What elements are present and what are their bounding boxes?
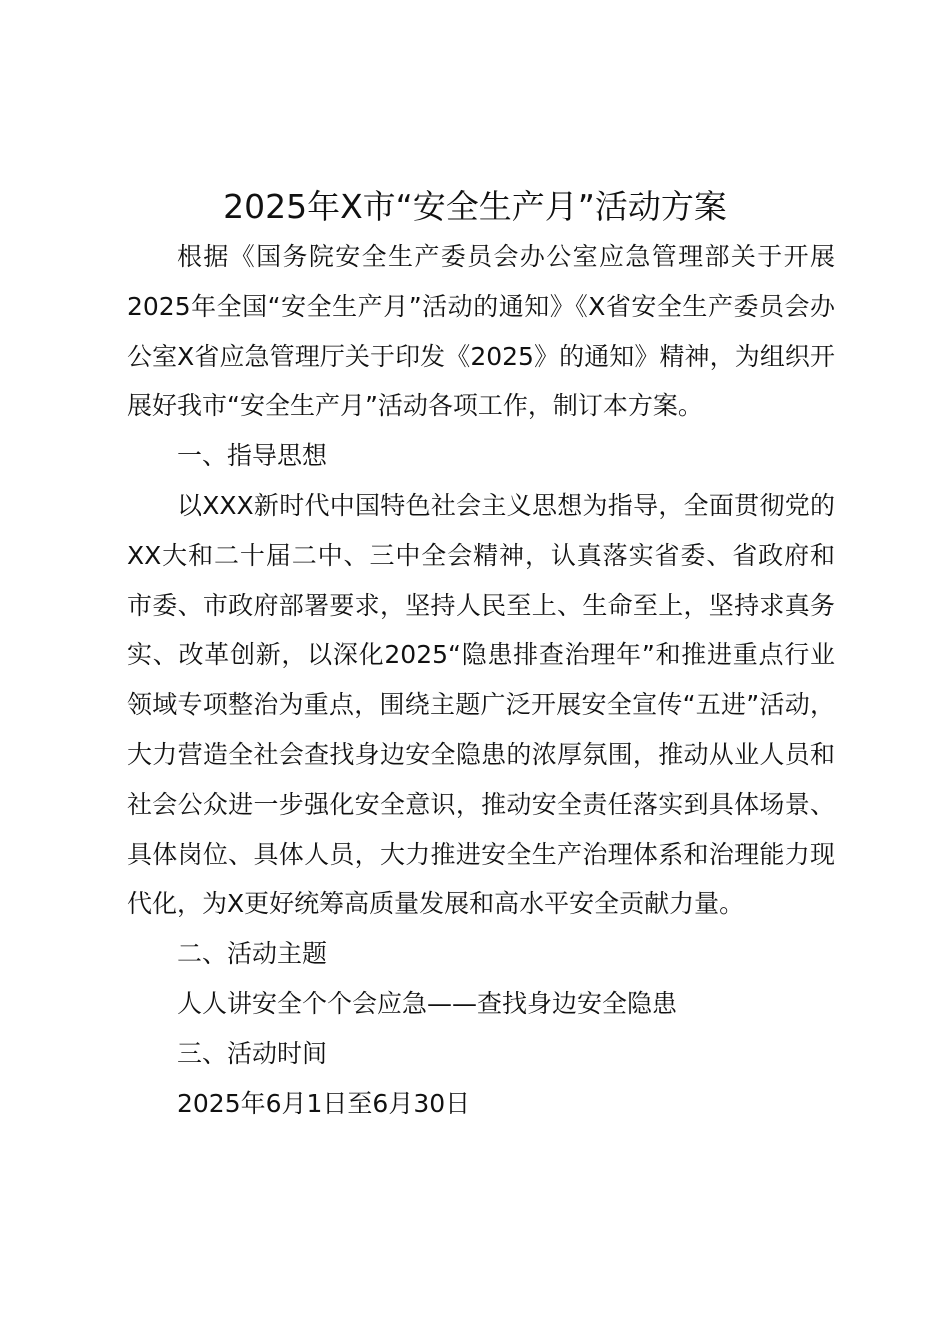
section-heading-guiding-thought: 一、指导思想 — [177, 441, 328, 471]
activity-time-paragraph: 2025年6月1日至6月30日 — [177, 1088, 471, 1118]
section-heading-activity-theme: 二、活动主题 — [177, 939, 328, 969]
document-title: 2025年X市“安全生产月”活动方案 — [223, 187, 727, 226]
section-heading-activity-time: 三、活动时间 — [177, 1038, 328, 1068]
document-body — [127, 232, 835, 1128]
guiding-thought-paragraph: 以XXX新时代中国特色社会主义思想为指导，全面贯彻党的XX大和二十届二中、三中全会精神，认真落实省委、省政府和市委、市政府部署要求，坚持人民至上、生命至上，坚持求真务实、改革创新，以深化2025“隐患排查治理年”和推进重点行业领域专项整治为重点，围绕主题广泛开展安全宣传“五进”活动，大力营造全社会查找身边安全隐患的浓厚氛围，推动从业人员和社会公众进一步强化安全意识，推动安全责任落实到具体场景、具体岗位、具体人员，大力推进安全生产治理体系和治理能力现代化，为X更好统筹高质量发展和高水平安全贡献力量。 — [127, 490, 835, 919]
intro-paragraph: 根据《国务院安全生产委员会办公室应急管理部关于开展2025年全国“安全生产月”活动的通知》《X省安全生产委员会办公室X省应急管理厅关于印发《2025》的通知》精神，为组织开展好我市“安全生产月”活动各项工作，制订本方案。 — [127, 242, 835, 421]
activity-theme-paragraph: 人人讲安全个个会应急——查找身边安全隐患 — [177, 988, 678, 1018]
